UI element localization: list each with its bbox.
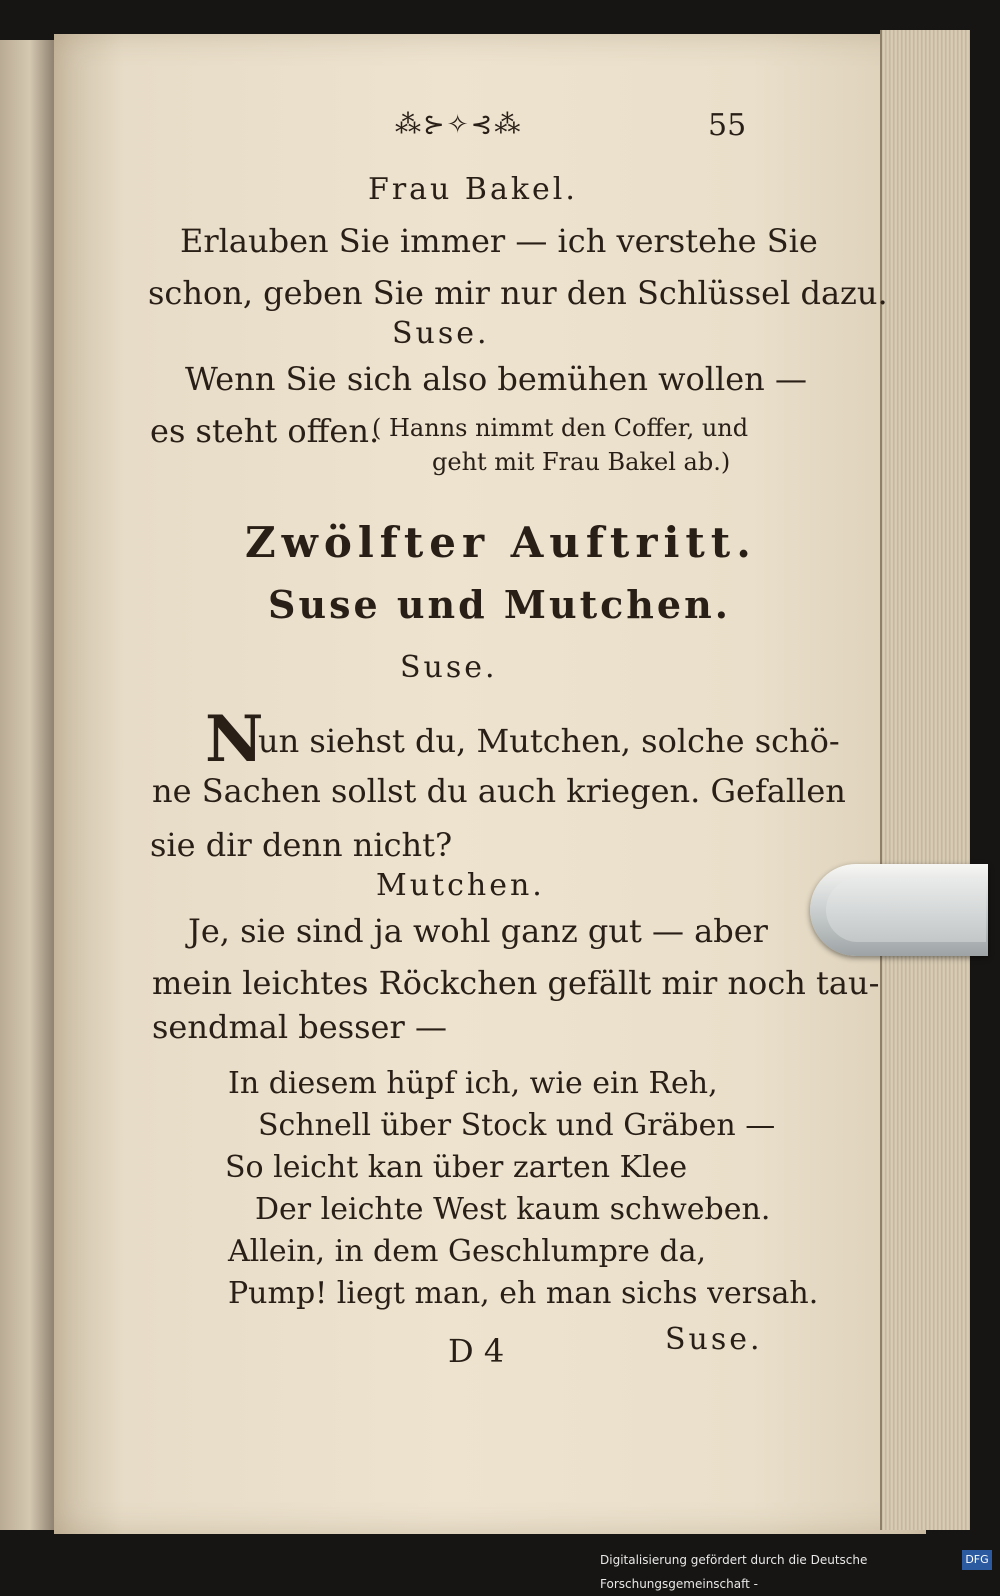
left-page-edge [0,40,56,1530]
drop-initial: N [205,702,264,777]
speaker-name: Mutchen. [376,868,545,903]
speaker-name: Suse. [392,316,490,351]
scene-characters: Suse und Mutchen. [268,582,731,627]
speaker-name: Frau Bakel. [368,172,578,207]
text-line: Erlauben Sie immer — ich verstehe Sie [180,222,818,260]
digitization-credit: Digitalisierung gefördert durch die Deutsche Forschungsgemeinschaft - [600,1553,868,1591]
stage-direction: geht mit Frau Bakel ab.) [432,448,731,476]
text-line: es steht offen. [150,412,380,450]
page-number: 55 [708,108,747,143]
text-line: sie dir denn nicht? [150,826,453,864]
catchword: Suse. [665,1322,763,1357]
text-line: sendmal besser — [152,1008,447,1046]
text-line: schon, geben Sie mir nur den Schlüssel dazu. [148,274,888,312]
verse-line: In diesem hüpf ich, wie ein Reh, [228,1066,718,1101]
verse-line: So leicht kan über zarten Klee [225,1150,688,1185]
dfg-logo: DFG [962,1550,992,1570]
text-line: un siehst du, Mutchen, solche schö- [258,722,840,760]
verse-line: Der leichte West kaum schweben. [255,1192,771,1227]
verse-line: Pump! liegt man, eh man sichs versah. [228,1276,819,1311]
speaker-name: Suse. [400,650,498,685]
stage-direction: ( Hanns nimmt den Coffer, und [372,414,749,442]
signature-mark: D 4 [448,1332,505,1370]
verse-line: Schnell über Stock und Gräben — [258,1108,776,1143]
verse-line: Allein, in dem Geschlumpre da, [228,1234,707,1269]
text-line: Je, sie sind ja wohl ganz gut — aber [188,912,768,950]
text-line: mein leichtes Röckchen gefällt mir noch tau- [152,964,880,1002]
text-line: Wenn Sie sich also bemühen wollen — [185,360,807,398]
scene-heading: Zwölfter Auftritt. [245,518,757,567]
page-stack-edge [880,30,970,1530]
text-line: ne Sachen sollst du auch kriegen. Gefallen [152,772,846,810]
page-clip-inner [826,878,986,942]
ornament: ⁂⊱✧⊰⁂ [395,110,523,140]
